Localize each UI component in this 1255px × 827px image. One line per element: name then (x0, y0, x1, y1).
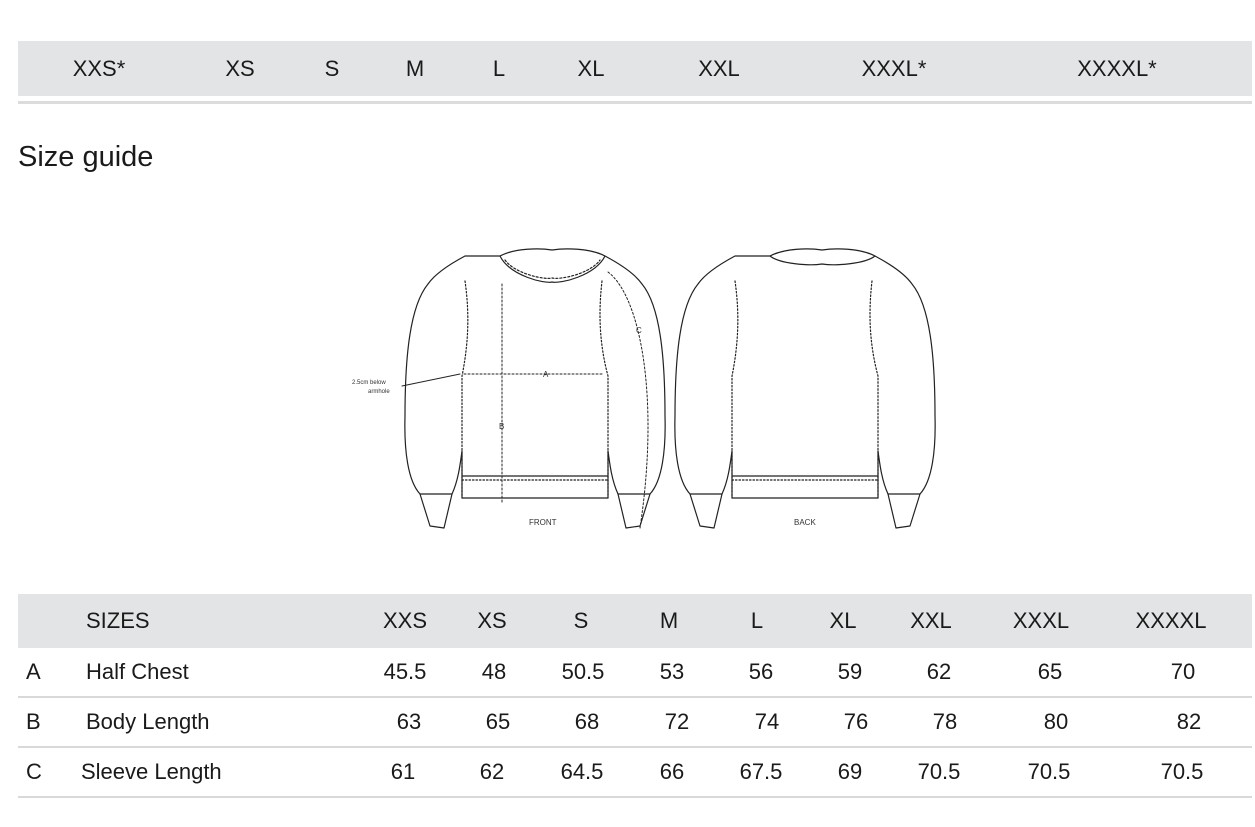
table-cell: 82 (1176, 709, 1202, 734)
table-cell: 70.5 (917, 759, 961, 784)
size-header: L (750, 608, 764, 633)
size-option-xxl[interactable]: XXL (698, 56, 740, 81)
table-cell: 50.5 (561, 659, 605, 684)
table-cell: 65 (1037, 659, 1063, 684)
table-row-half-chest (18, 648, 1252, 698)
table-cell: 70.5 (1027, 759, 1071, 784)
size-table-header (18, 594, 1252, 648)
table-cell: 69 (837, 759, 863, 784)
measure-a-label: A (543, 370, 549, 379)
size-selector-bar (18, 41, 1252, 99)
table-cell: 62 (926, 659, 952, 684)
size-option-xxxl[interactable]: XXXL* (861, 56, 927, 81)
sweatshirt-measurement-diagram (340, 236, 940, 536)
size-header: XXL (910, 608, 952, 633)
armhole-note-line2: armhole (368, 389, 390, 395)
row-code: A (26, 659, 41, 684)
table-cell: 70 (1170, 659, 1196, 684)
sizes-header-label: SIZES (86, 608, 150, 633)
size-option-l[interactable]: L (492, 56, 506, 81)
size-option-xs[interactable]: XS (225, 56, 255, 81)
table-cell: 66 (659, 759, 685, 784)
table-cell: 80 (1043, 709, 1069, 734)
size-header: S (573, 608, 589, 633)
size-header: XXS (382, 608, 428, 633)
table-row-sleeve-length (18, 748, 1252, 798)
measure-b-label: B (499, 422, 505, 431)
table-cell: 64.5 (560, 759, 604, 784)
front-label: FRONT (529, 518, 557, 527)
row-label: Half Chest (86, 659, 189, 684)
table-cell: 53 (659, 659, 685, 684)
row-code: C (26, 759, 42, 784)
table-cell: 74 (754, 709, 780, 734)
armhole-note-line1: 2.5cm below (352, 380, 386, 386)
size-header: XXXXL (1135, 608, 1207, 633)
table-cell: 65 (485, 709, 511, 734)
divider (18, 101, 1252, 104)
size-header: XS (477, 608, 507, 633)
table-row-body-length (18, 698, 1252, 748)
row-label: Sleeve Length (81, 759, 222, 784)
size-table (18, 594, 1252, 798)
size-option-xxs[interactable]: XXS* (72, 56, 126, 81)
size-option-s[interactable]: S (324, 56, 340, 81)
back-view-drawing (675, 249, 935, 528)
size-option-xl[interactable]: XL (577, 56, 605, 81)
table-cell: 62 (479, 759, 505, 784)
table-cell: 72 (664, 709, 690, 734)
table-cell: 56 (748, 659, 774, 684)
table-cell: 61 (390, 759, 416, 784)
measure-c-label: C (636, 326, 642, 335)
table-cell: 59 (837, 659, 863, 684)
size-header: XL (829, 608, 857, 633)
table-cell: 48 (481, 659, 507, 684)
size-header: M (659, 608, 679, 633)
table-cell: 70.5 (1160, 759, 1204, 784)
table-cell: 68 (574, 709, 600, 734)
size-option-xxxxl[interactable]: XXXXL* (1077, 56, 1157, 81)
table-cell: 78 (932, 709, 958, 734)
row-code: B (26, 709, 41, 734)
table-cell: 45.5 (383, 659, 427, 684)
size-header: XXXL (1012, 608, 1070, 633)
back-label: BACK (794, 518, 816, 527)
page-title: Size guide (18, 141, 154, 173)
table-cell: 67.5 (739, 759, 783, 784)
front-view-drawing (402, 249, 665, 528)
table-cell: 63 (396, 709, 422, 734)
row-label: Body Length (86, 709, 210, 734)
size-option-m[interactable]: M (405, 56, 425, 81)
table-cell: 76 (843, 709, 869, 734)
